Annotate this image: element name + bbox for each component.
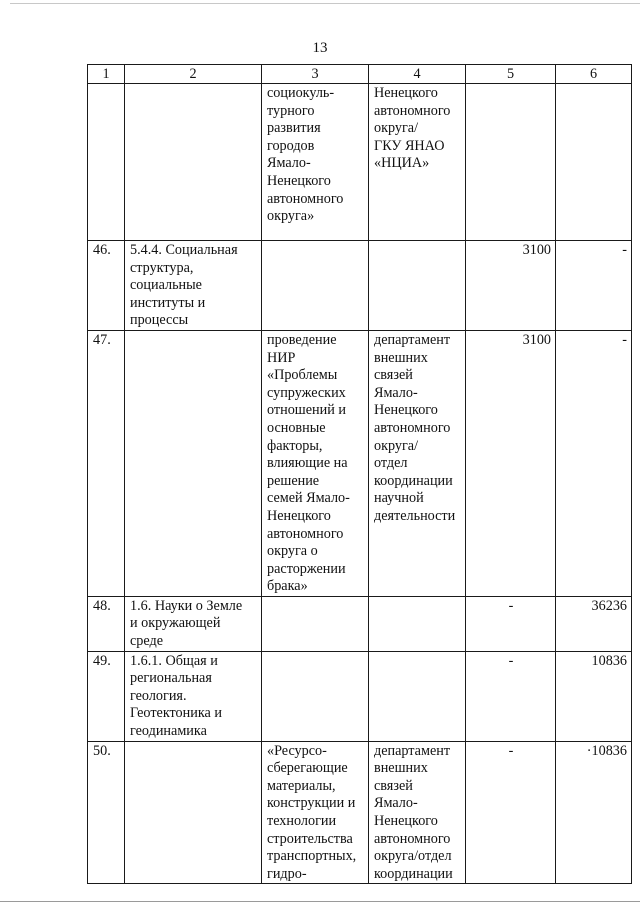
row-number: 48. [88,596,125,651]
row-description: социокуль- турного развития городов Ямало- Ненецкого автономного округа» [262,84,369,241]
row-executor [369,241,466,331]
row-section: 1.6. Науки о Земле и окружающей среде [125,596,262,651]
table-row [88,330,632,596]
row-executor [369,596,466,651]
scan-edge-top [10,3,640,4]
row-description: проведение НИР «Проблемы супружеских отношений и основные факторы, влияющие на решение семей Ямало- Ненецкого автономного округа о расторжении брака» [262,330,369,596]
row-section [125,741,262,884]
header-col-4: 4 [369,65,466,84]
row-col6: - [556,241,632,331]
header-col-3: 3 [262,65,369,84]
row-col5: - [466,651,556,741]
row-number: 49. [88,651,125,741]
document-table [87,64,632,884]
row-number [88,84,125,241]
row-col5: - [466,741,556,884]
table-header-row [88,65,632,84]
row-section [125,84,262,241]
row-section: 1.6.1. Общая и региональная геология. Геотектоника и геодинамика [125,651,262,741]
row-col5: 3100 [466,330,556,596]
row-executor: Ненецкого автономного округа/ ГКУ ЯНАО «НЦИА» [369,84,466,241]
row-col6: - [556,330,632,596]
header-col-2: 2 [125,65,262,84]
row-col5: 3100 [466,241,556,331]
table-row [88,596,632,651]
row-col6: 36236 [556,596,632,651]
row-col6: 10836 [556,651,632,741]
table-row [88,241,632,331]
row-executor: департамент внешних связей Ямало- Ненецкого автономного округа/ отдел координации научной деятельности [369,330,466,596]
row-col6 [556,84,632,241]
scan-edge-bottom [0,901,640,902]
table-row [88,84,632,241]
page-number: 13 [312,40,328,56]
row-col5 [466,84,556,241]
row-description [262,596,369,651]
table-row [88,651,632,741]
row-number: 50. [88,741,125,884]
row-section: 5.4.4. Социальная структура, социальные институты и процессы [125,241,262,331]
row-description [262,651,369,741]
row-number: 47. [88,330,125,596]
header-col-1: 1 [88,65,125,84]
row-executor [369,651,466,741]
header-col-5: 5 [466,65,556,84]
row-executor: департамент внешних связей Ямало- Ненецкого автономного округа/отдел координации [369,741,466,884]
row-number: 46. [88,241,125,331]
row-col5: - [466,596,556,651]
row-section [125,330,262,596]
row-col6: ·10836 [556,741,632,884]
row-description: «Ресурсо- сберегающие материалы, конструкции и технологии строительства транспортных, гидро- [262,741,369,884]
row-description [262,241,369,331]
table-row [88,741,632,884]
header-col-6: 6 [556,65,632,84]
